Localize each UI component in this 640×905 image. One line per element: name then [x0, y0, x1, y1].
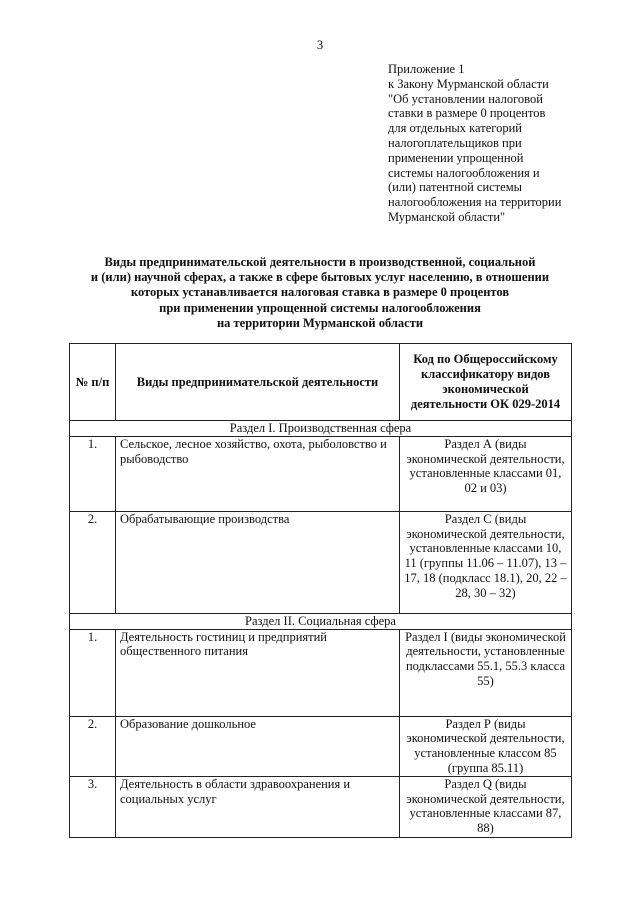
table-row: [70, 436, 572, 511]
activities-table: [69, 343, 572, 838]
row-code: Раздел А (виды экономической деятельности, установленные классами 01, 02 и 03): [400, 436, 572, 511]
table-header-row: [70, 344, 572, 421]
annex-line: Мурманской области": [388, 209, 506, 224]
page-number: 3: [316, 38, 324, 52]
row-num: 1.: [70, 629, 116, 716]
annex-line: (или) патентной системы: [388, 180, 523, 195]
annex-block: [388, 62, 628, 225]
row-code: Раздел Q (виды экономической деятельности, установленные классами 87, 88): [400, 776, 572, 837]
section-row: [70, 613, 572, 629]
row-activity: Деятельность в области здравоохранения и социальных услуг: [116, 776, 400, 837]
row-num: 1.: [70, 436, 116, 511]
section-title: Раздел II. Социальная сфера: [70, 613, 572, 629]
title-line: Виды предпринимательской деятельности в производственной, социальной: [104, 255, 536, 269]
row-activity: Сельское, лесное хозяйство, охота, рыболовство и рыбоводство: [116, 436, 400, 511]
header-code: Код по Общероссийскому классификатору видов экономической деятельности ОК 029-2014: [400, 344, 572, 421]
header-num: № п/п: [70, 344, 116, 421]
title-line: при применении упрощенной системы налогообложения: [159, 300, 481, 315]
row-num: 2.: [70, 511, 116, 613]
annex-line: системы налогообложения и: [388, 165, 540, 180]
annex-line: налогоплательщиков при: [388, 135, 522, 150]
table-row: [70, 629, 572, 716]
document-title: [0, 255, 640, 331]
title-line: которых устанавливается налоговая ставка в размере 0 процентов: [130, 285, 510, 300]
annex-line: к Закону Мурманской области: [388, 76, 549, 91]
title-line: и (или) научной сферах, а также в сфере бытовых услуг населению, в отношении: [90, 270, 550, 285]
annex-line: ставки в размере 0 процентов: [388, 106, 546, 121]
row-activity: Образование дошкольное: [116, 716, 400, 776]
annex-line: Приложение 1: [388, 62, 465, 76]
row-num: 3.: [70, 776, 116, 837]
table-row: [70, 511, 572, 613]
title-line: на территории Мурманской области: [216, 315, 424, 330]
section-title: Раздел I. Производственная сфера: [70, 421, 572, 437]
row-code: Раздел С (виды экономической деятельности, установленные классами 10, 11 (группы 11.06 – 11.07), 13 – 17, 18 (подкласс 18.1), 20, 22 – 28, 30 – 32): [400, 511, 572, 613]
annex-line: для отдельных категорий: [388, 121, 522, 136]
annex-line: налогообложения на территории: [388, 195, 562, 210]
row-num: 2.: [70, 716, 116, 776]
annex-line: "Об установлении налоговой: [388, 91, 543, 106]
row-code: Раздел Р (виды экономической деятельности, установленные классом 85 (группа 85.11): [400, 716, 572, 776]
annex-line: применении упрощенной: [388, 150, 524, 165]
row-activity: Деятельность гостиниц и предприятий общественного питания: [116, 629, 400, 716]
table-row: [70, 776, 572, 837]
row-code: Раздел I (виды экономической деятельности, установленные подклассами 55.1, 55.3 класса 55): [400, 629, 572, 716]
table-row: [70, 716, 572, 776]
section-row: [70, 421, 572, 437]
header-activity: Виды предпринимательской деятельности: [116, 344, 400, 421]
row-activity: Обрабатывающие производства: [116, 511, 400, 613]
